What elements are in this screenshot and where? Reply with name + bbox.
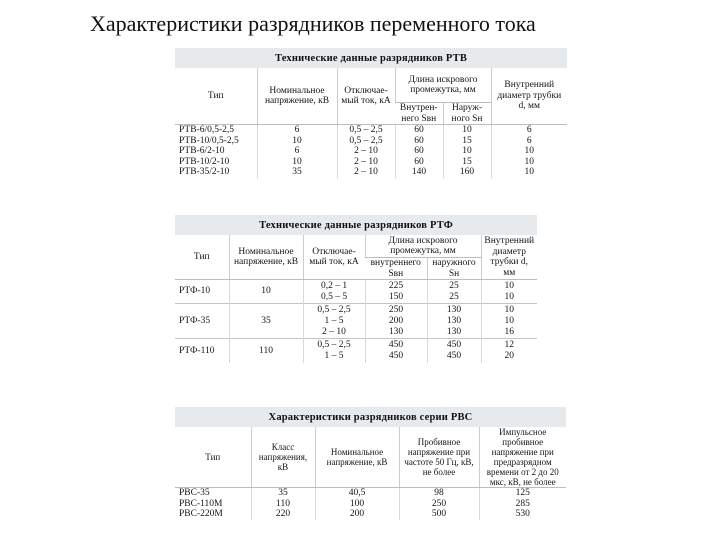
rtv-cell: 15 bbox=[443, 157, 491, 168]
rtf-cell-outer bbox=[427, 280, 481, 304]
rtv-cell: РТВ-10/2-10 bbox=[179, 156, 230, 167]
rtf-cell-type: РТФ-10 bbox=[179, 286, 211, 297]
rvs-cell: 250 bbox=[399, 499, 479, 510]
rtf-value: 25 bbox=[449, 280, 459, 291]
rvs-table-block bbox=[175, 407, 566, 522]
rvs-cell: 500 bbox=[399, 509, 479, 520]
rtf-cell-diameter bbox=[481, 339, 537, 363]
rvs-cell: 125 bbox=[479, 488, 566, 499]
rtv-cell: 60 bbox=[395, 146, 443, 157]
rtf-header-gap-outer: наружного Sн bbox=[427, 258, 481, 280]
rtf-cell-voltage: 35 bbox=[229, 304, 303, 339]
rvs-cell: 35 bbox=[251, 488, 315, 499]
rtf-value: 25 bbox=[449, 291, 459, 302]
rtf-table bbox=[175, 235, 537, 363]
rtf-value: 130 bbox=[446, 304, 462, 315]
rtv-cell: РТВ-35/2-10 bbox=[179, 167, 230, 177]
rtf-value: 225 bbox=[388, 280, 404, 291]
rtv-cell: 6 bbox=[257, 146, 337, 157]
rtf-value: 1 – 5 bbox=[324, 350, 344, 361]
rtv-cell: 10 bbox=[491, 157, 567, 168]
rtf-cell-type: РТФ-35 bbox=[175, 304, 229, 339]
rtv-header-gap-outer: Наруж-ного Sн bbox=[443, 103, 491, 125]
table-row bbox=[175, 146, 567, 157]
rtv-cell: 10 bbox=[257, 157, 337, 168]
rvs-table-caption: Характеристики разрядников серии РВС bbox=[175, 407, 566, 427]
rtf-value: 16 bbox=[504, 326, 514, 337]
rtv-cell: 10 bbox=[443, 125, 491, 136]
rtv-cell: 60 bbox=[395, 136, 443, 147]
rvs-header-impulse: Импульсное пробивное напряжение при предразрядном времени от 2 до 20 мкс, кВ, не более bbox=[479, 427, 566, 488]
rtf-cell-inner bbox=[365, 339, 427, 363]
rtf-value: 20 bbox=[504, 350, 514, 361]
rvs-cell: 98 bbox=[399, 488, 479, 499]
rtf-value: 0,5 – 5 bbox=[320, 291, 348, 302]
rvs-cell: 220 bbox=[251, 509, 315, 520]
rtv-cell: 60 bbox=[395, 125, 443, 136]
rtv-header-gap-inner: Внутрен-него Sвн bbox=[395, 103, 443, 125]
rtf-value: 150 bbox=[388, 291, 404, 302]
rtf-header-gap: Длина искрового промежутка, мм bbox=[365, 235, 481, 258]
rtf-value: 450 bbox=[388, 350, 404, 361]
rtf-value: 10 bbox=[504, 280, 514, 291]
table-row bbox=[175, 280, 537, 304]
rtf-cell-outer bbox=[427, 304, 481, 339]
rtv-table-caption: Технические данные разрядников РТВ bbox=[175, 48, 567, 68]
rtf-value: 0,2 – 1 bbox=[320, 280, 348, 291]
rtf-value: 130 bbox=[446, 315, 462, 326]
rvs-cell: 200 bbox=[315, 509, 399, 520]
rtf-cell-diameter bbox=[481, 280, 537, 304]
rtv-table-block bbox=[175, 48, 567, 186]
rtv-cell: 60 bbox=[395, 157, 443, 168]
rtf-value: 10 bbox=[504, 291, 514, 302]
slide-title: Характеристики разрядников переменного тока bbox=[90, 11, 536, 36]
rvs-cell: 285 bbox=[479, 499, 566, 510]
rvs-cell: РВС-220М bbox=[179, 509, 223, 519]
table-row bbox=[175, 167, 567, 178]
rtf-value: 130 bbox=[388, 326, 404, 337]
rtf-cell-current bbox=[303, 339, 365, 363]
rtf-cell-current bbox=[303, 304, 365, 339]
rtf-cell-inner bbox=[365, 304, 427, 339]
rtv-cell: 2 – 10 bbox=[337, 146, 395, 157]
rtf-value: 12 bbox=[504, 339, 514, 350]
rtf-cell-outer bbox=[427, 339, 481, 363]
rtf-header-current: Отключае-мый ток, кА bbox=[303, 235, 365, 280]
rtv-cell: 10 bbox=[257, 136, 337, 147]
table-row bbox=[175, 509, 566, 520]
rtv-header-current: Отключае-мый ток, кА bbox=[337, 68, 395, 125]
rtf-value: 10 bbox=[504, 304, 514, 315]
rtv-cell: 10 bbox=[443, 146, 491, 157]
rtf-value: 200 bbox=[388, 315, 404, 326]
rtf-value: 10 bbox=[504, 315, 514, 326]
rtv-cell: 6 bbox=[491, 136, 567, 147]
rtv-cell: 10 bbox=[491, 167, 567, 178]
rvs-cell: 530 bbox=[479, 509, 566, 520]
rvs-cell: 100 bbox=[315, 499, 399, 510]
rtf-table-caption: Технические данные разрядников РТФ bbox=[175, 215, 537, 235]
rtv-cell: 160 bbox=[443, 167, 491, 178]
rtf-header-gap-inner: внутреннего Sвн bbox=[365, 258, 427, 280]
rtf-value: 2 – 10 bbox=[322, 326, 346, 337]
rtv-header-gap: Длина искрового промежутка, мм bbox=[395, 68, 491, 103]
rtv-cell: 0,5 – 2,5 bbox=[337, 125, 395, 136]
rvs-header-breakdown: Пробивное напряжение при частоте 50 Гц, кВ, не более bbox=[399, 427, 479, 488]
rtv-cell: 140 bbox=[395, 167, 443, 178]
rtv-header-type: Тип bbox=[175, 68, 257, 125]
rvs-cell: 110 bbox=[251, 499, 315, 510]
rvs-header-class-voltage: Класс напряжения, кВ bbox=[251, 427, 315, 488]
table-row bbox=[175, 488, 566, 499]
rtf-value: 1 – 5 bbox=[324, 315, 344, 326]
rtf-header-type: Тип bbox=[175, 235, 229, 280]
table-row bbox=[175, 339, 537, 363]
rtf-cell-diameter bbox=[481, 304, 537, 339]
table-row bbox=[175, 125, 567, 136]
rvs-cell: РВС-35 bbox=[179, 488, 210, 498]
rtv-cell: 0,5 – 2,5 bbox=[337, 136, 395, 147]
rtv-cell: 15 bbox=[443, 136, 491, 147]
rtf-cell-current bbox=[303, 280, 365, 304]
rtv-cell: 35 bbox=[257, 167, 337, 178]
rtf-value: 0,5 – 2,5 bbox=[317, 339, 351, 350]
rtf-cell-inner bbox=[365, 280, 427, 304]
rvs-cell: РВС-110М bbox=[179, 498, 223, 509]
rtv-cell: РТВ-10/0,5-2,5 bbox=[179, 135, 239, 146]
rtv-cell: РТВ-6/0,5-2,5 bbox=[179, 125, 235, 135]
rvs-header-type: Тип bbox=[175, 427, 251, 488]
rtf-header-voltage: Номинальное напряжение, кВ bbox=[229, 235, 303, 280]
rtv-cell: РТВ-6/2-10 bbox=[179, 146, 225, 156]
rtf-value: 450 bbox=[388, 339, 404, 350]
rtv-table bbox=[175, 68, 567, 178]
rtf-value: 450 bbox=[446, 350, 462, 361]
rtf-header-diameter: Внутренний диаметр трубки d, мм bbox=[481, 235, 537, 280]
rtf-table-block bbox=[175, 215, 537, 365]
rtf-value: 0,5 – 2,5 bbox=[317, 304, 351, 315]
rtv-cell: 2 – 10 bbox=[337, 167, 395, 178]
rvs-header-rated-voltage: Номинальное напряжение, кВ bbox=[315, 427, 399, 488]
rtf-value: 250 bbox=[388, 304, 404, 315]
rvs-table bbox=[175, 427, 566, 520]
rtf-cell-voltage: 10 bbox=[229, 280, 303, 304]
table-row bbox=[175, 304, 537, 339]
rtv-cell: 6 bbox=[491, 125, 567, 136]
rtv-header-diameter: Внутренний диаметр трубки d, мм bbox=[491, 68, 567, 125]
rtv-header-voltage: Номинальное напряжение, кВ bbox=[257, 68, 337, 125]
rtf-cell-voltage: 110 bbox=[229, 339, 303, 363]
rtv-cell: 2 – 10 bbox=[337, 157, 395, 168]
rtf-value: 450 bbox=[446, 339, 462, 350]
rvs-cell: 40,5 bbox=[315, 488, 399, 499]
table-row bbox=[175, 136, 567, 147]
rtv-cell: 6 bbox=[257, 125, 337, 136]
table-row bbox=[175, 499, 566, 510]
rtv-cell: 10 bbox=[491, 146, 567, 157]
rtf-value: 130 bbox=[446, 326, 462, 337]
table-row bbox=[175, 157, 567, 168]
rtf-cell-type: РТФ-110 bbox=[175, 339, 229, 363]
